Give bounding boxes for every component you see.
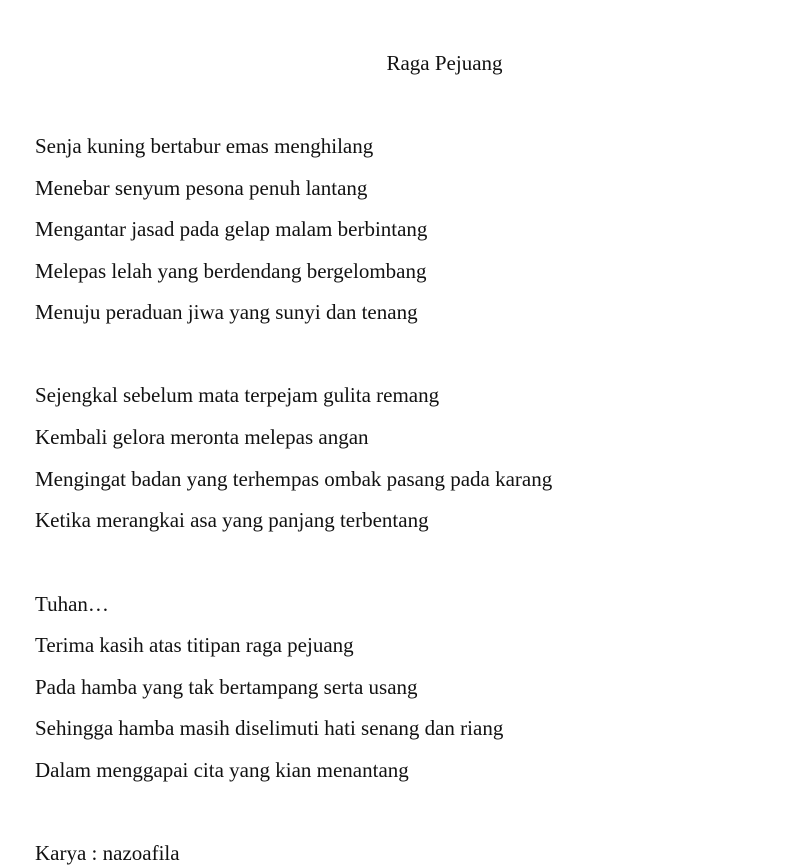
poem-line: Sejengkal sebelum mata terpejam gulita remang	[35, 383, 440, 407]
poem-line: Ketika merangkai asa yang panjang terbentang	[35, 508, 429, 532]
poem-line: Sehingga hamba masih diselimuti hati senang dan riang	[35, 716, 504, 740]
poem-line: Senja kuning bertabur emas menghilang	[35, 134, 374, 158]
poem-line: Mengantar jasad pada gelap malam berbintang	[35, 217, 428, 241]
poem-line: Menebar senyum pesona penuh lantang	[35, 176, 368, 200]
poem-line: Melepas lelah yang berdendang bergelombang	[35, 259, 427, 283]
poem-line: Kembali gelora meronta melepas angan	[35, 425, 369, 449]
poem-line: Terima kasih atas titipan raga pejuang	[35, 633, 354, 657]
poem-line: Pada hamba yang tak bertampang serta usang	[35, 675, 418, 699]
poem-line: Mengingat badan yang terhempas ombak pasang pada karang	[35, 467, 553, 491]
poem-title: Raga Pejuang	[386, 51, 503, 75]
poem-line: Dalam menggapai cita yang kian menantang	[35, 758, 409, 782]
poem-line: Menuju peraduan jiwa yang sunyi dan tenang	[35, 300, 418, 324]
poem-line: Tuhan…	[35, 592, 109, 616]
author-credit: Karya : nazoafila	[35, 841, 180, 865]
